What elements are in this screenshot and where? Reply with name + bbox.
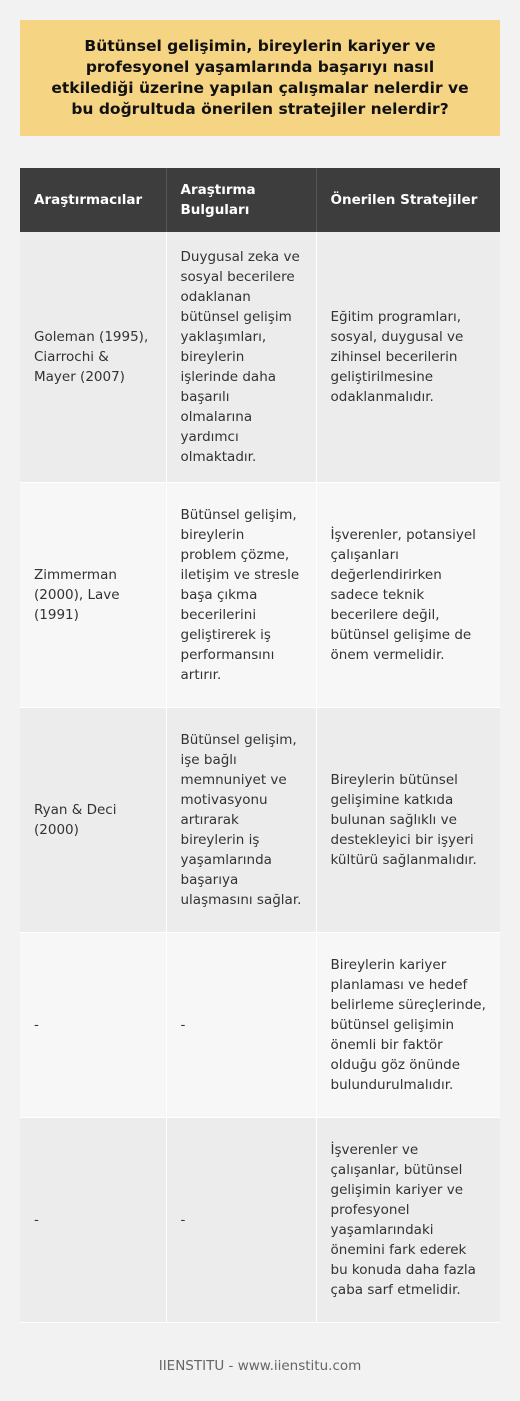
cell-findings: - (166, 1118, 316, 1323)
cell-researchers: - (20, 933, 166, 1118)
cell-strategies: Eğitim programları, sosyal, duygusal ve zihinsel becerilerin geliştirilmesine odaklanmalıdır. (316, 232, 500, 483)
cell-findings: Bütünsel gelişim, bireylerin problem çözme, iletişim ve stresle başa çıkma becerilerini geliştirerek iş performansını artırır. (166, 483, 316, 708)
cell-researchers: - (20, 1118, 166, 1323)
table-row (20, 1118, 500, 1323)
cell-researchers: Zimmerman (2000), Lave (1991) (20, 483, 166, 708)
cell-strategies: İşverenler, potansiyel çalışanları değerlendirirken sadece teknik becerilere değil, bütünsel gelişime de önem vermelidir. (316, 483, 500, 708)
table-row (20, 708, 500, 933)
cell-findings: Bütünsel gelişim, işe bağlı memnuniyet ve motivasyonu artırarak bireylerin iş yaşamlarında başarıya ulaşmasını sağlar. (166, 708, 316, 933)
header-findings: Araştırma Bulguları (166, 168, 316, 232)
table-row (20, 933, 500, 1118)
cell-strategies: Bireylerin kariyer planlaması ve hedef belirleme süreçlerinde, bütünsel gelişimin önemli bir faktör olduğu göz önünde bulundurulmalıdır. (316, 933, 500, 1118)
cell-findings: - (166, 933, 316, 1118)
cell-researchers: Goleman (1995), Ciarrochi & Mayer (2007) (20, 232, 166, 483)
header-researchers: Araştırmacılar (20, 168, 166, 232)
table-header-row (20, 168, 500, 232)
cell-strategies: Bireylerin bütünsel gelişimine katkıda bulunan sağlıklı ve destekleyici bir işyeri kültürü sağlanmalıdır. (316, 708, 500, 933)
cell-findings: Duygusal zeka ve sosyal becerilere odaklanan bütünsel gelişim yaklaşımları, bireylerin işlerinde daha başarılı olmalarına yardımcı olmaktadır. (166, 232, 316, 483)
table-row (20, 232, 500, 483)
title-banner (20, 20, 500, 136)
research-table (20, 168, 500, 1323)
footer-credit: IIENSTITU - www.iienstitu.com (158, 1358, 362, 1374)
cell-strategies: İşverenler ve çalışanlar, bütünsel gelişimin kariyer ve profesyonel yaşamlarındaki önemini fark ederek bu konuda daha fazla çaba sarf etmelidir. (316, 1118, 500, 1323)
page-title: Bütünsel gelişimin, bireylerin kariyer ve profesyonel yaşamlarında başarıyı nasıl etkilediği üzerine yapılan çalışmalar nelerdir ve bu doğrultuda önerilen stratejiler nelerdir? (51, 37, 469, 118)
header-strategies: Önerilen Stratejiler (316, 168, 500, 232)
table-row (20, 483, 500, 708)
cell-researchers: Ryan & Deci (2000) (20, 708, 166, 933)
